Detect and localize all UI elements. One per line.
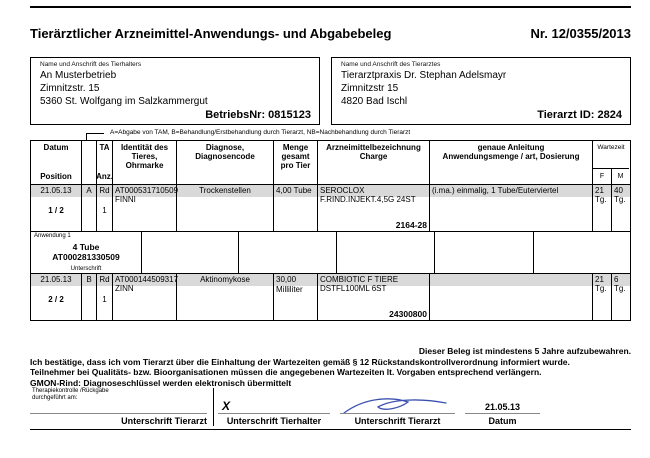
- anwendung-unterschrift-label: Unterschrift: [70, 266, 102, 272]
- row2-tiername: ZINN: [115, 284, 134, 293]
- header-anleitung: genaue Anleitung Anwendungsmenge / art, Dosierung: [429, 141, 592, 184]
- therapy-control-label: Therapiekontrolle /Rückgabe: [32, 388, 109, 394]
- note-participants: Teilnehmer bei Qualitäts- bzw. Bioorganisationen müssen die angegebenen Wartezeiten lt. Vorgaben entsprechend verlängern.: [30, 367, 542, 377]
- document-header: [30, 26, 631, 41]
- row1-datum: 21.05.13: [40, 186, 72, 195]
- owner-city: 5360 St. Wolfgang im Salzkammergut: [40, 96, 208, 107]
- x-sign-here-mark: X: [222, 399, 231, 413]
- legend-text: A=Abgabe von TAM, B=Behandlung/Erstbehandlung durch Tierarzt, NB=Nachbehandlung durch Tierarzt: [110, 129, 411, 136]
- header-datum: Datum Position: [40, 143, 72, 181]
- row2-abgabe-typ: B: [81, 274, 96, 320]
- note-retention: Dieser Beleg ist mindestens 5 Jahre aufzubewahren.: [418, 346, 631, 356]
- header-arzneimittel: Arzneimittelbezeichnung Charge: [317, 141, 429, 184]
- row1-wartezeit-m: 40 Tg.: [611, 185, 629, 231]
- row2-diagnose: Aktinomykose: [176, 274, 273, 320]
- medication-table: [30, 140, 631, 321]
- row2-charge: 24300800: [389, 309, 427, 319]
- note-gmon: GMON-Rind: Diagnoseschlüssel werden elektronisch übermittelt: [30, 377, 292, 388]
- note-confirmation: Ich bestätige, dass ich vom Tierarzt über die Einhaltung der Wartezeiten gemäß § 12 Rückstandskontrollverordnung informiert wurde.: [30, 356, 570, 367]
- anwendung-empty-cell: [336, 232, 434, 273]
- row2-arzneimittel-name: COMBIOTIC F TIERE: [320, 275, 399, 284]
- anwendung-empty-cell: [141, 232, 238, 273]
- header-abgabe-typ: [81, 141, 96, 184]
- sig1-label: Unterschrift Tierarzt: [121, 416, 207, 426]
- row2-menge: 30,00: [276, 275, 297, 284]
- row2-wartezeit-m: 6 Tg.: [611, 274, 629, 320]
- tierarzt-id-label: Tierarzt ID: 2824: [537, 109, 622, 121]
- anwendung-subrow: [31, 231, 630, 273]
- address-boxes: [30, 57, 631, 125]
- anwendung-empty-cell: [434, 232, 533, 273]
- row2-datum: 21.05.13: [40, 275, 72, 284]
- document-number: Nr. 12/0355/2013: [530, 26, 631, 41]
- header-identitaet: Identität des Tieres, Ohrmarke: [112, 141, 176, 184]
- table-row-2: 21.05.13 2 / 2 B Rd 1 AT000144509317 ZINN Aktinomykose 30,00 Milliliter COMBIOTIC F TIERE DSTFL100ML 6ST 24300800 21 Tg. 6 Tg.: [31, 273, 630, 320]
- page-title: Tierärztlicher Arzneimittel-Anwendungs- und Abgabebeleg: [30, 26, 392, 41]
- animal-owner-box: [30, 57, 320, 125]
- header-ta: TA Anz.: [96, 141, 112, 184]
- row2-ohrmarke: AT000144509317: [115, 275, 179, 284]
- signature-date-value: 21.05.13: [484, 402, 521, 412]
- date-block: [465, 388, 540, 426]
- row1-tierart: Rd: [99, 186, 110, 195]
- row2-anzahl: 1: [102, 295, 107, 304]
- legal-notes: [30, 346, 631, 388]
- row1-anzahl: 1: [102, 206, 107, 215]
- therapy-control-signature-block: [30, 388, 207, 426]
- header-diagnose: Diagnose, Diagnosencode: [176, 141, 273, 184]
- header-wartezeit-m: M: [611, 168, 629, 184]
- row1-anleitung: (i.ma.) einmalig, 1 Tube/Euterviertel: [429, 185, 592, 231]
- veterinarian-box: [331, 57, 631, 125]
- abbreviation-legend: [30, 128, 631, 140]
- anwendung-menge: 4 Tube: [72, 242, 100, 252]
- sig2-label: Unterschrift Tierhalter: [226, 416, 322, 426]
- row2-wartezeit-f: 21 Tg.: [592, 274, 611, 320]
- sig3-label: Unterschrift Tierarzt: [354, 416, 441, 426]
- vet-signature-block: [340, 388, 455, 426]
- header-wartezeit: Wartezeit: [592, 141, 629, 168]
- bottom-divider: [30, 429, 631, 430]
- owner-street: Zimnitzstr. 15: [40, 83, 100, 94]
- row2-tierart: Rd: [99, 275, 110, 284]
- table-header-row: [31, 141, 630, 184]
- row1-position: 1 / 2: [48, 206, 64, 215]
- table-row-1: 21.05.13 1 / 2 A Rd 1 AT000531710509 FINNI Trockenstellen 4,00 Tube SEROCLOX F.RIND.INJEKT.4,5G 24ST 2164-28 (i.ma.) einmalig, 1 Tube/Euterviertel 21 Tg. 40 Tg.: [31, 184, 630, 231]
- anwendung-empty-cell: [238, 232, 336, 273]
- vet-box-label: Name und Anschrift des Tierarztes: [341, 61, 441, 68]
- header-wartezeit-f: F: [592, 168, 611, 184]
- date-label: Datum: [488, 416, 517, 426]
- owner-name: An Musterbetrieb: [40, 70, 117, 81]
- row1-ohrmarke: AT000531710509: [115, 186, 179, 195]
- vet-city: 4820 Bad Ischl: [341, 96, 408, 107]
- vet-name: Tierarztpraxis Dr. Stephan Adelsmayr: [341, 70, 507, 81]
- vet-street: Zimnitzstr 15: [341, 83, 399, 94]
- owner-signature-block: [218, 388, 330, 426]
- header-menge: Menge gesamt pro Tier: [273, 141, 317, 184]
- row1-charge: 2164-28: [395, 220, 427, 230]
- signature-area: [30, 388, 631, 426]
- vet-signature-stroke: [344, 399, 446, 413]
- row2-position: 2 / 2: [48, 295, 64, 304]
- row1-tiername: FINNI: [115, 195, 136, 204]
- betriebsnr-label: BetriebsNr: 0815123: [205, 109, 311, 121]
- row2-anleitung: [429, 274, 592, 320]
- top-divider: [30, 6, 631, 8]
- row1-menge: 4,00 Tube: [276, 186, 312, 195]
- row1-arzneimittel-name: SEROCLOX: [320, 186, 365, 195]
- row1-wartezeit-f: 21 Tg.: [592, 185, 611, 231]
- anwendung-ohrmarke: AT000281330509: [52, 252, 120, 262]
- row1-diagnose: Trockenstellen: [176, 185, 273, 231]
- owner-box-label: Name und Anschrift des Tierhalters: [40, 61, 142, 68]
- anwendung-label: Anwendung 1: [34, 233, 71, 239]
- row1-abgabe-typ: A: [81, 185, 96, 231]
- anwendung-empty-cell: [533, 232, 630, 273]
- signature-divider: [213, 388, 214, 426]
- therapy-date-label: durchgeführt am:: [32, 395, 78, 401]
